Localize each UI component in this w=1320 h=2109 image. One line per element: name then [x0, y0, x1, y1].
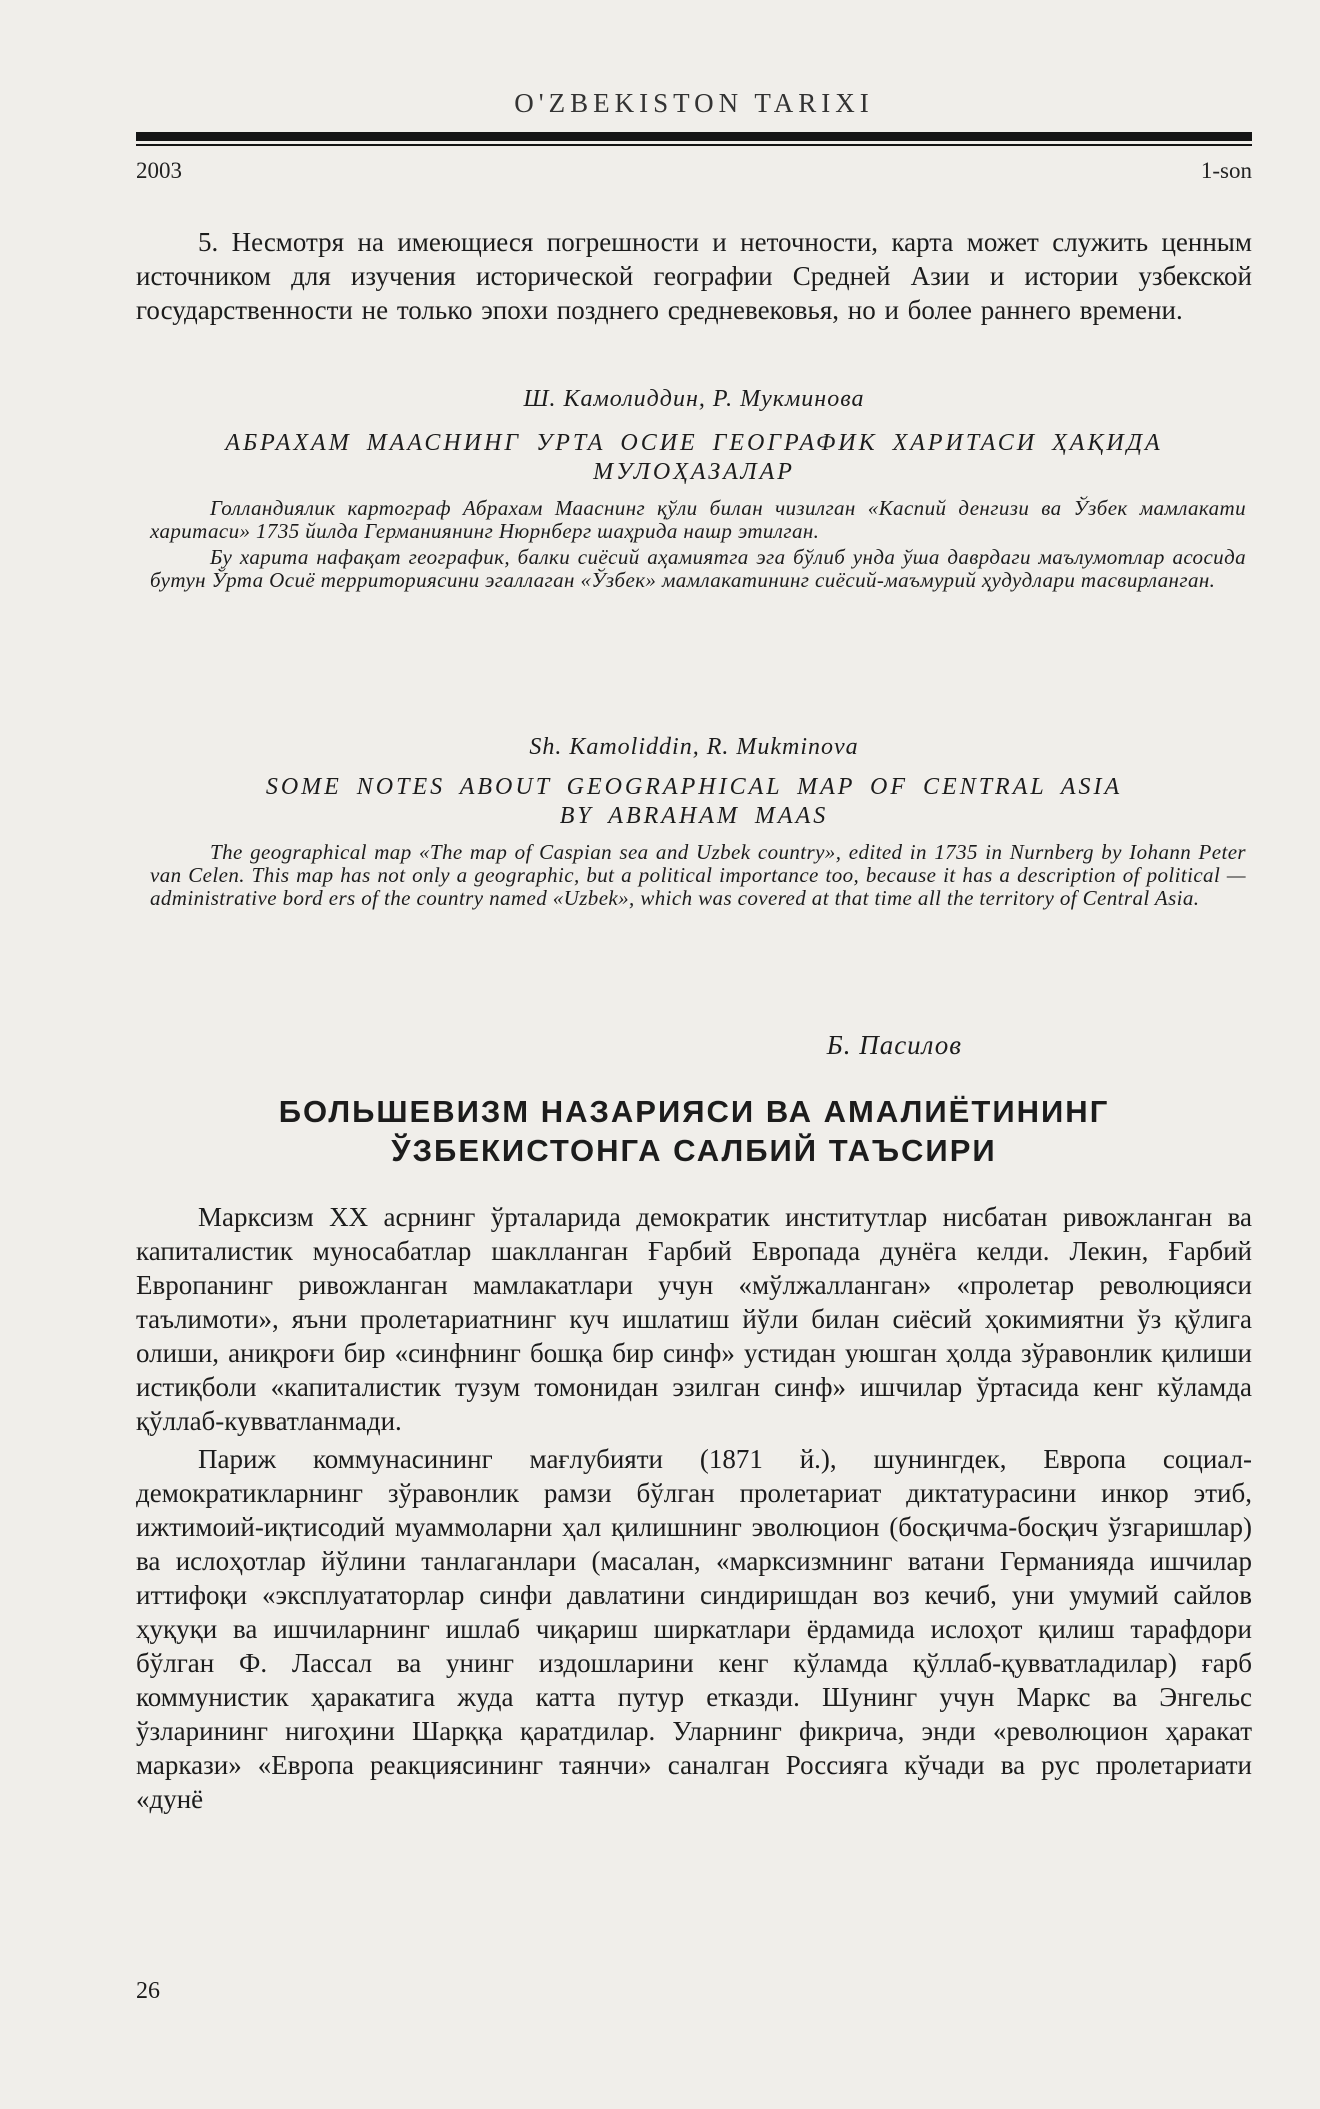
uzbek-summary-paragraph-1: Голландиялик картограф Абрахам Мааснинг қўли билан чизилган «Каспий денгизи ва Ўзбек мамлакати харитаси» 1735 йилда Германиянинг Нюрнберг шаҳрида нашр этилган. — [150, 496, 1246, 543]
uzbek-summary-paragraph-2: Бу харита нафақат географик, балки сиёсий аҳамиятга эга бўлиб унда ўша даврдаги маълумотлар асосида бутун Ўрта Осиё территориясини эгаллаган «Ўзбек» мамлакатининг сиёсий-маъмурий ҳудудлари тасвирланган. — [150, 545, 1246, 592]
uzbek-summary — [136, 386, 1252, 592]
article-title — [136, 1092, 1252, 1170]
page-number: 26 — [136, 1978, 160, 2004]
article-body — [136, 1200, 1252, 1816]
article-title-line2: ЎЗБЕКИСТОНГА САЛБИЙ ТАЪСИРИ — [391, 1133, 997, 1168]
uzbek-summary-title-line1: АБРАХАМ МААСНИНГ УРТА ОСИЕ ГЕОГРАФИК ХАРИТАСИ ҲАҚИДА — [225, 430, 1163, 456]
uzbek-summary-title — [136, 429, 1252, 487]
article-author: Б. Пасилов — [826, 1030, 962, 1060]
header-rule-thin — [136, 144, 1252, 146]
article-title-line1: БОЛЬШЕВИЗМ НАЗАРИЯСИ ВА АМАЛИЁТИНИНГ — [278, 1094, 1110, 1129]
uzbek-summary-title-line2: МУЛОҲАЗАЛАР — [593, 459, 795, 485]
conclusion-paragraph: 5. Несмотря на имеющиеся погрешности и неточности, карта может служить ценным источником для изучения исторической географии Средней Азии и истории узбекской государственности не только эпохи позднего средневековья, но и более раннего времени. — [136, 227, 1252, 325]
english-summary-title-line2: BY ABRAHAM MAAS — [559, 803, 829, 829]
uzbek-summary-authors: Ш. Камолиддин, Р. Мукминова — [523, 386, 865, 412]
english-summary-paragraph: The geographical map «The map of Caspian sea and Uzbek country», edited in 1735 in Nurnberg by Iohann Peter van Celen. This map has not only a geographic, but a political importance too, because it has a description of political — administrative bord ers of the country named «Uzbek», which was covered at that time all the territory of Central Asia. — [150, 840, 1246, 910]
article-paragraph-1: Марксизм XX асрнинг ўрталарида демократик институтлар нисбатан ривожланган ва капиталистик муносабатлар шаклланган Ғарбий Европада дунёга келди. Лекин, Ғарбий Европанинг ривожланган мамлакатлари учун «мўлжалланган» «пролетар революцияси таълимоти», яъни пролетариатнинг куч ишлатиш йўли билан сиёсий ҳокимиятни ўз қўлига олиши, аниқроғи бир «синфнинг бошқа бир синф» устидан уюшган ҳолда зўравонлик қилиши истиқболи «капиталистик тузум томонидан эзилган синф» ишчилар ўртасида кенг кўламда қўллаб-кувватланмади. — [136, 1202, 1252, 1436]
english-summary-title-line1: SOME NOTES ABOUT GEOGRAPHICAL MAP OF CENTRAL ASIA — [265, 774, 1123, 800]
english-summary-authors: Sh. Kamoliddin, R. Mukminova — [529, 734, 859, 760]
header-year: 2003 — [136, 158, 182, 183]
article-author-block — [136, 1030, 1252, 1061]
journal-title: O'ZBEKISTON TARIXI — [514, 88, 874, 118]
conclusion-block — [136, 225, 1252, 327]
english-summary-title — [136, 773, 1252, 831]
article-paragraph-2: Париж коммунасининг мағлубияти (1871 й.), шунингдек, Европа социал-демократикларнинг зўравонлик рамзи бўлган пролетариат диктатурасини инкор этиб, ижтимоий-иқтисодий муаммоларни ҳал қилишнинг эволюцион (босқичма-босқич ўзгаришлар) ва ислоҳотлар йўлини танлаганлари (масалан, «марксизмнинг ватани Германияда ишчилар иттифоқи «эксплуататорлар синфи давлатини синдиришдан воз кечиб, уни умумий сайлов ҳуқуқи ва ишчиларнинг ишлаб чиқариш ширкатлари ёрдамида ислоҳот қилиш тарафдори бўлган Ф. Лассал ва унинг издошларини кенг кўламда қўллаб-қувватладилар) ғарб коммунистик ҳаракатига жуда катта путур етказди. Шунинг учун Маркс ва Энгельс ўзларининг нигоҳини Шарққа қаратдилар. Уларнинг фикрича, энди «революцион ҳаракат маркази» «Европа реакциясининг таянчи» саналган Россияга кўчади ва рус пролетариати «дунё — [136, 1444, 1252, 1814]
header-rule-thick — [136, 132, 1252, 141]
header-issue: 1-son — [1200, 158, 1252, 183]
english-summary — [136, 734, 1252, 910]
